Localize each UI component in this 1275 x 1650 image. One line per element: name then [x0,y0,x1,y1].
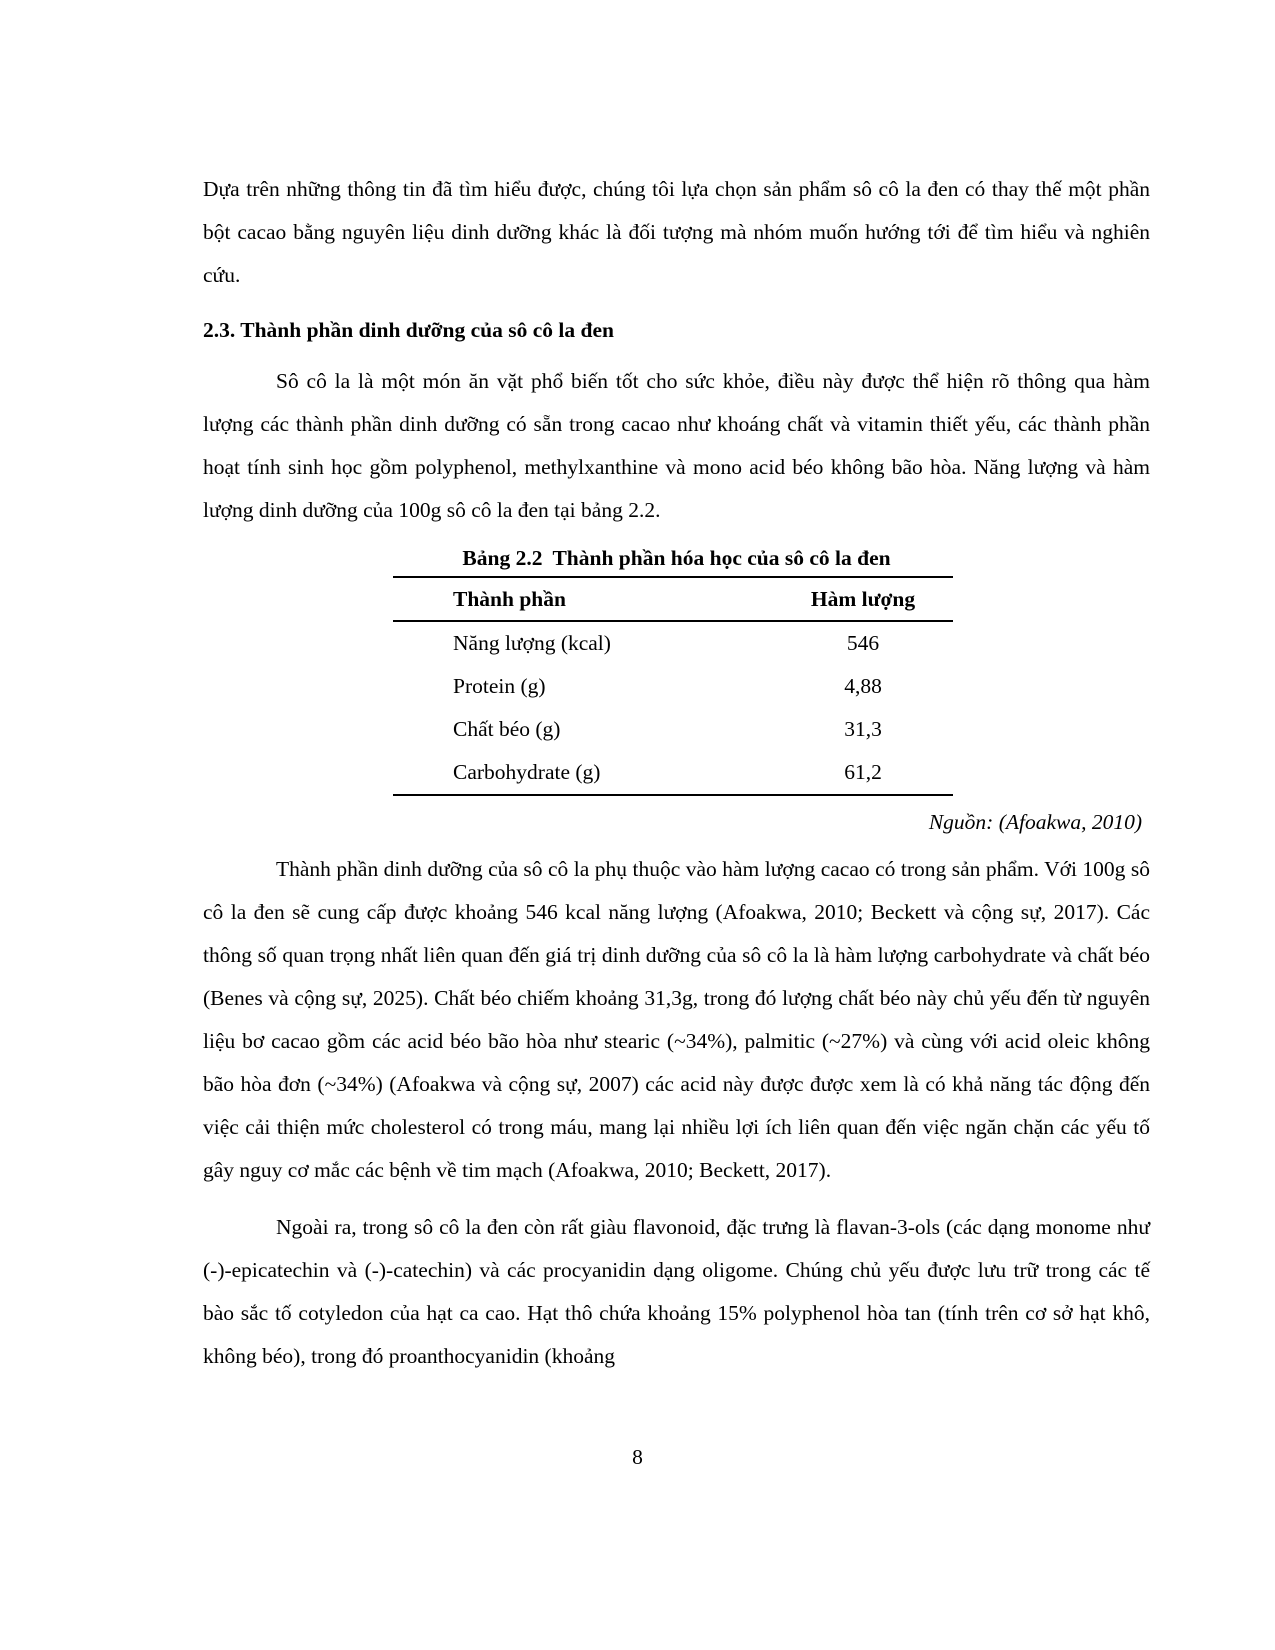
table-header-row [393,577,953,621]
paragraph-flavonoids: Ngoài ra, trong sô cô la đen còn rất giàu flavonoid, đặc trưng là flavan-3-ols (các dạng monome như (-)-epicatechin và (-)-catechin) và các procyanidin dạng oligome. Chúng chủ yếu được lưu trữ trong các tế bào sắc tố cotyledon của hạt ca cao. Hạt thô chứa khoảng 15% polyphenol hòa tan (tính trên cơ sở hạt khô, không béo), trong đó proanthocyanidin (khoảng [203,1215,1150,1368]
row-energy-value: 546 [846,631,880,655]
row-carbohydrate-label: Carbohydrate (g) [393,751,733,795]
row-fat-label: Chất béo (g) [453,717,561,741]
row-energy-label: Năng lượng (kcal) [453,631,611,655]
row-protein-value: 4,88 [844,674,882,698]
table-row [393,665,953,708]
header-component: Thành phần [393,577,733,621]
table-row [393,621,953,665]
section-heading: 2.3. Thành phần dinh dưỡng của sô cô la đen [203,318,614,342]
table-caption-number: Bảng 2.2 [462,546,543,570]
nutrition-table [393,576,953,796]
document-page [203,168,1150,1378]
intro-paragraph: Dựa trên những thông tin đã tìm hiểu được, chúng tôi lựa chọn sản phẩm sô cô la đen có thay thế một phần bột cacao bằng nguyên liệu dinh dưỡng khác là đối tượng mà nhóm muốn hướng tới để tìm hiểu và nghiên cứu. [203,177,1150,287]
table-caption [203,540,1150,576]
table-source: Nguồn: (Afoakwa, 2010) [928,810,1142,834]
row-carbohydrate-value: 61,2 [733,751,953,795]
paragraph-nutrition-intro: Sô cô la là một món ăn vặt phổ biến tốt cho sức khỏe, điều này được thể hiện rõ thông qua hàm lượng các thành phần dinh dưỡng có sẵn trong cacao như khoáng chất và vitamin thiết yếu, các thành phần hoạt tính sinh học gồm polyphenol, methylxanthine và mono acid béo không bão hòa. Năng lượng và hàm lượng dinh dưỡng của 100g sô cô la đen tại bảng 2.2. [203,369,1150,522]
header-content: Hàm lượng [733,577,953,621]
paragraph-nutrition-details: Thành phần dinh dưỡng của sô cô la phụ thuộc vào hàm lượng cacao có trong sản phẩm. Với 100g sô cô la đen sẽ cung cấp được khoảng 546 kcal năng lượng (Afoakwa, 2010; Beckett và cộng sự, 2017). Các thông số quan trọng nhất liên quan đến giá trị dinh dưỡng của sô cô la là hàm lượng carbohydrate và chất béo (Benes và cộng sự, 2025). Chất béo chiếm khoảng 31,3g, trong đó lượng chất béo này chủ yếu đến từ nguyên liệu bơ cacao gồm các acid béo bão hòa như stearic (~34%), palmitic (~27%) và cùng với acid oleic không bão hòa đơn (~34%) (Afoakwa và cộng sự, 2007) các acid này được được xem là có khả năng tác động đến việc cải thiện mức cholesterol có trong máu, mang lại nhiều lợi ích liên quan đến việc ngăn chặn các yếu tố gây nguy cơ mắc các bệnh về tim mạch (Afoakwa, 2010; Beckett, 2017). [203,857,1150,1182]
page-number: 8 [632,1445,643,1469]
row-protein-label: Protein (g) [453,674,546,698]
table-row [393,751,953,795]
row-fat-value: 31,3 [844,717,882,741]
table-row [393,708,953,751]
table-caption-title: Thành phần hóa học của sô cô la đen [552,546,891,570]
